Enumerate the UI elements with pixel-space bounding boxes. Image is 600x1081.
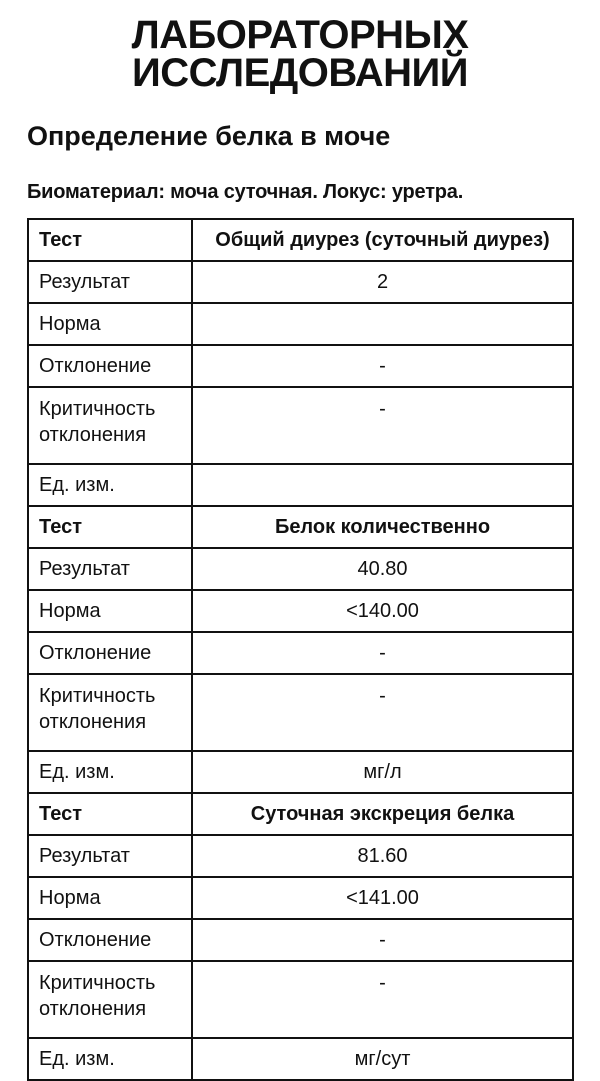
result-row [28, 261, 573, 303]
label-line: отклонения [39, 711, 147, 733]
row-value [192, 464, 573, 506]
test-row [28, 219, 573, 261]
row-value: - [192, 632, 573, 674]
row-label: Тест [28, 219, 192, 261]
row-label [28, 387, 192, 464]
unit-row [28, 464, 573, 506]
row-value: - [192, 961, 573, 1038]
row-value: - [192, 387, 573, 464]
page-title [0, 13, 600, 95]
label-line: Критичность [39, 685, 156, 707]
title-line-2: ИССЛЕДОВАНИЙ [131, 51, 469, 95]
results-table [27, 218, 574, 1081]
row-value [192, 303, 573, 345]
row-value: <141.00 [192, 877, 573, 919]
row-value: мг/сут [192, 1038, 573, 1080]
row-label: Отклонение [28, 632, 192, 674]
criticality-row [28, 674, 573, 751]
biomaterial-info: Биоматериал: моча суточная. Локус: уретра. [27, 181, 464, 203]
label-line: Критичность [39, 972, 156, 994]
norm-row [28, 877, 573, 919]
row-value: Суточная экскреция белка [192, 793, 573, 835]
row-label: Норма [28, 877, 192, 919]
label-line: отклонения [39, 998, 147, 1020]
row-value: 81.60 [192, 835, 573, 877]
row-value: Общий диурез (суточный диурез) [192, 219, 573, 261]
row-value: - [192, 919, 573, 961]
row-label: Ед. изм. [28, 464, 192, 506]
row-label: Ед. изм. [28, 751, 192, 793]
row-value: 40.80 [192, 548, 573, 590]
test-row [28, 506, 573, 548]
row-label [28, 674, 192, 751]
norm-row [28, 303, 573, 345]
deviation-row [28, 919, 573, 961]
deviation-row [28, 632, 573, 674]
row-label: Результат [28, 548, 192, 590]
row-value: - [192, 345, 573, 387]
criticality-row [28, 961, 573, 1038]
unit-row [28, 751, 573, 793]
norm-row [28, 590, 573, 632]
row-label: Результат [28, 835, 192, 877]
row-value: <140.00 [192, 590, 573, 632]
test-row [28, 793, 573, 835]
unit-row [28, 1038, 573, 1080]
criticality-row [28, 387, 573, 464]
section-heading: Определение белка в моче [27, 121, 391, 151]
row-label: Тест [28, 793, 192, 835]
result-row [28, 835, 573, 877]
result-row [28, 548, 573, 590]
row-label: Тест [28, 506, 192, 548]
row-value: мг/л [192, 751, 573, 793]
deviation-row [28, 345, 573, 387]
title-line-1: ЛАБОРАТОРНЫХ [131, 13, 469, 57]
row-label: Норма [28, 303, 192, 345]
row-value: Белок количественно [192, 506, 573, 548]
row-value: 2 [192, 261, 573, 303]
row-label: Норма [28, 590, 192, 632]
row-label: Отклонение [28, 345, 192, 387]
row-label: Результат [28, 261, 192, 303]
row-label [28, 961, 192, 1038]
row-value: - [192, 674, 573, 751]
row-label: Отклонение [28, 919, 192, 961]
label-line: Критичность [39, 398, 156, 420]
label-line: отклонения [39, 424, 147, 446]
row-label: Ед. изм. [28, 1038, 192, 1080]
